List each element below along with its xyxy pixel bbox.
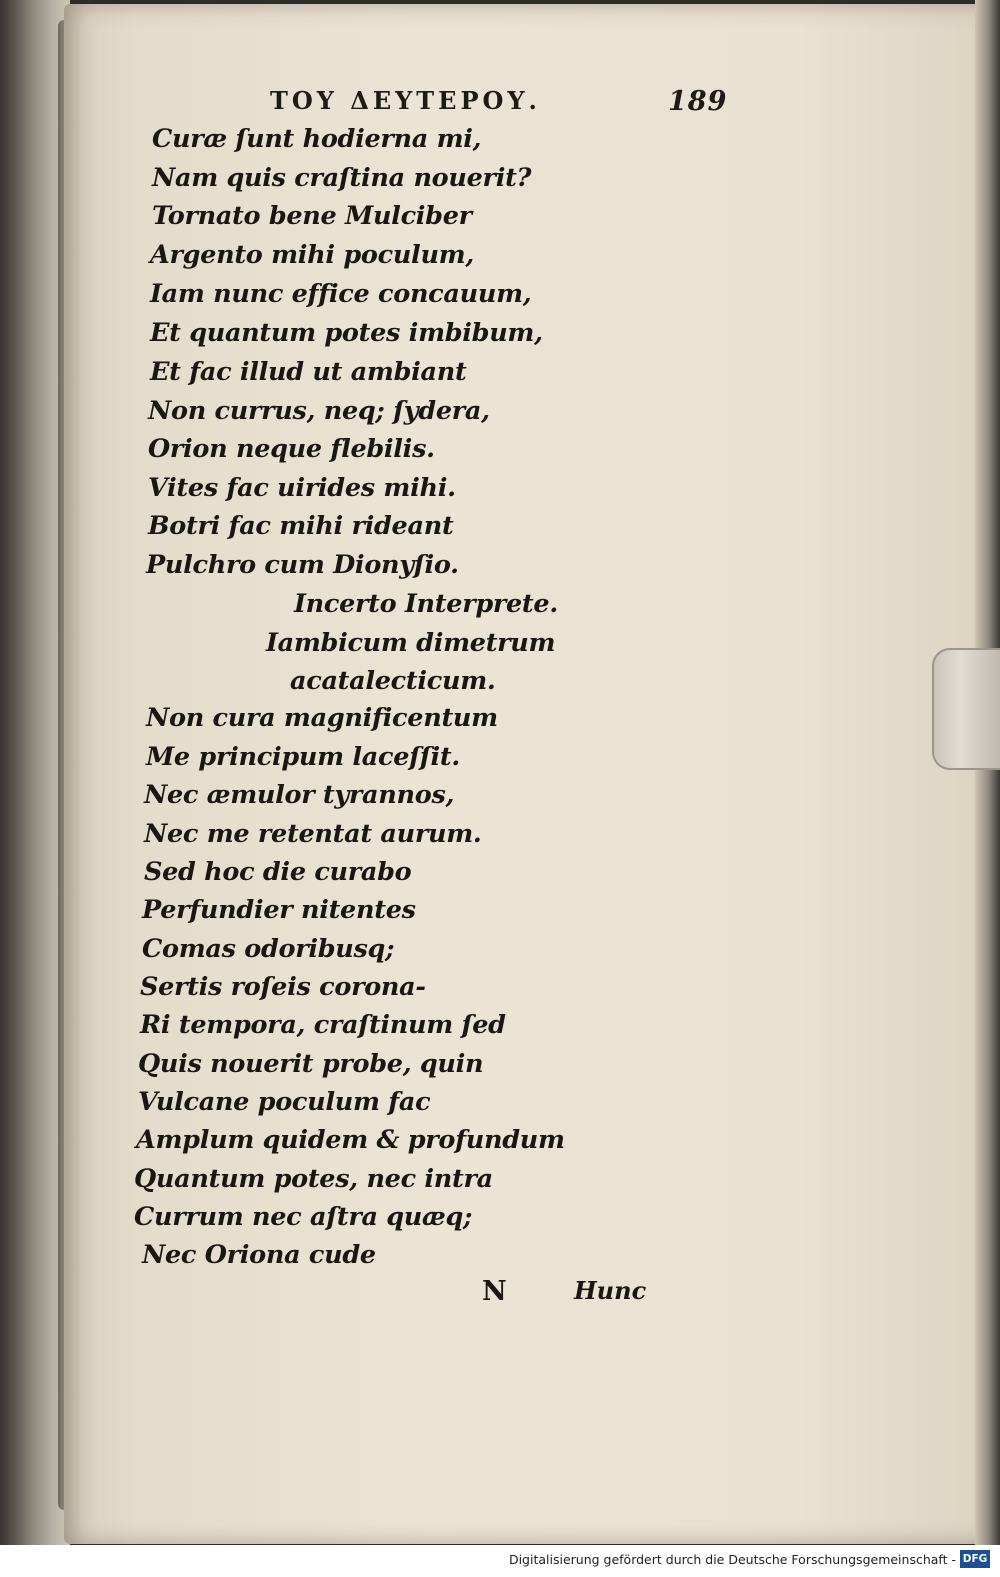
- page-number: 189: [668, 86, 728, 117]
- signature-mark: N: [482, 1276, 507, 1307]
- book-page: [64, 4, 982, 1544]
- verse-line: Quis nouerit probe, quin: [138, 1049, 484, 1079]
- verse-line: Non currus, neq; ſydera,: [148, 396, 490, 426]
- footer-credit: Digitalisierung gefördert durch die Deutsche Forschungsgemeinschaft -: [508, 1552, 956, 1567]
- verse-line: Sertis roſeis corona-: [140, 972, 426, 1002]
- verse-line: Non cura magnificentum: [146, 703, 498, 733]
- verse-line: Tornato bene Mulciber: [152, 201, 472, 231]
- verse-line: Iam nunc effice concauum,: [150, 279, 532, 309]
- verse-line: Curæ ſunt hodierna mi,: [152, 124, 482, 154]
- verse-line: Nec Oriona cude: [142, 1240, 376, 1270]
- verse-line: Amplum quidem & profundum: [136, 1125, 565, 1155]
- meter-line: acatalecticum.: [290, 666, 496, 696]
- verse-line: Vites fac uirides mihi.: [148, 473, 456, 503]
- verse-line: Vulcane poculum fac: [138, 1087, 431, 1117]
- running-head: ΤΟΥ ΔΕΥΤΕΡΟΥ.: [270, 86, 541, 115]
- verse-line: Pulchro cum Dionyſio.: [146, 550, 459, 580]
- catchword: Hunc: [574, 1276, 647, 1305]
- verse-line: Orion neque flebilis.: [148, 434, 435, 464]
- show-through-text: [640, 120, 840, 1310]
- verse-line: Quantum potes, nec intra: [134, 1164, 493, 1194]
- verse-line: Ri tempora, craſtinum ſed: [140, 1010, 506, 1040]
- dfg-logo-icon: DFG: [960, 1550, 990, 1568]
- verse-line: Perfundier nitentes: [142, 895, 416, 925]
- verse-line: Sed hoc die curabo: [144, 857, 412, 887]
- verse-line: Nec æmulor tyrannos,: [144, 780, 455, 810]
- verse-line: Comas odoribusq;: [142, 934, 395, 964]
- verse-line: Me principum laceſſit.: [146, 742, 460, 772]
- page-edge-shadow: [975, 0, 1000, 1545]
- verse-line: Et quantum potes imbibum,: [150, 318, 543, 348]
- verse-line: Nec me retentat aurum.: [144, 819, 482, 849]
- verse-line: Currum nec aſtra quæq;: [134, 1202, 473, 1232]
- meter-line: Iambicum dimetrum: [266, 628, 556, 658]
- interpreter-line: Incerto Interprete.: [294, 589, 558, 619]
- verse-line: Argento mihi poculum,: [150, 240, 474, 270]
- page-clip: [932, 648, 1000, 770]
- verse-line: Et fac illud ut ambiant: [150, 357, 467, 387]
- verse-line: Botri fac mihi rideant: [148, 511, 454, 541]
- verse-line: Nam quis craſtina nouerit?: [152, 163, 532, 193]
